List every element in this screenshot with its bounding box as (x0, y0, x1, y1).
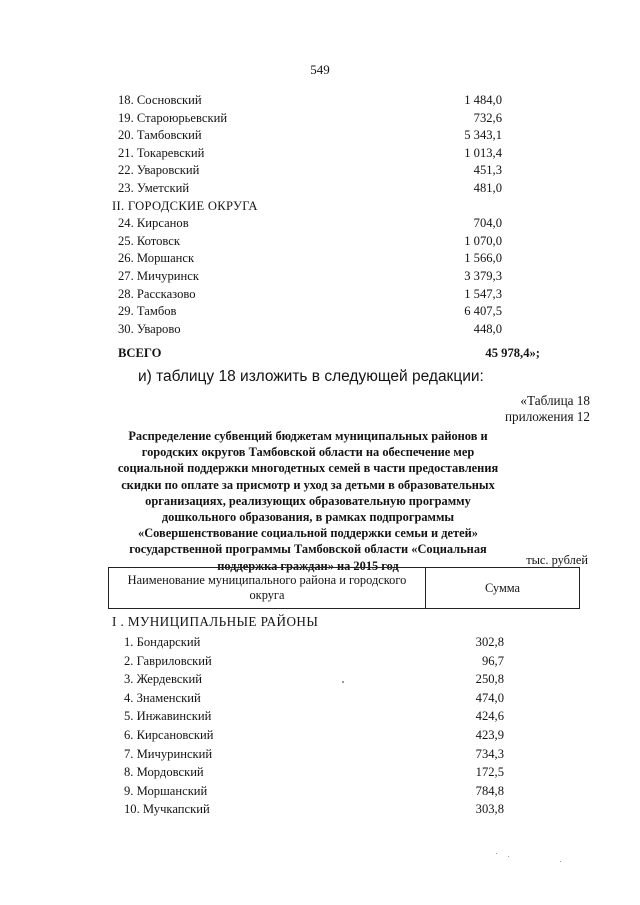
row-value: 302,8 (475, 635, 504, 649)
row-value: 172,5 (475, 765, 504, 780)
row-value: 448,0 (473, 321, 502, 336)
row-label: 10. Мучкапский (124, 802, 210, 817)
row-label: 6. Кирсановский (124, 727, 214, 742)
row-value: 1 566,0 (464, 251, 502, 266)
table-row (112, 321, 536, 339)
table-row (112, 633, 552, 652)
page-number: 549 (310, 62, 330, 77)
row-label: 8. Мордовский (124, 765, 204, 780)
scan-speck (342, 681, 344, 683)
scan-speck (560, 861, 561, 862)
table-row (112, 233, 536, 251)
row-label: 19. Староюрьевский (118, 110, 228, 125)
table-row (112, 145, 536, 163)
row-value: 734,3 (475, 746, 504, 761)
table-row (112, 268, 536, 286)
row-value: 5 343,1 (464, 128, 502, 143)
row-label: 5. Инжавинский (124, 709, 212, 724)
row-label: 9. Моршанский (124, 783, 208, 798)
scan-speck (508, 856, 509, 857)
row-value: 1 547,3 (464, 286, 502, 301)
row-value: 423,9 (475, 727, 504, 742)
row-label: 28. Рассказово (118, 286, 196, 301)
table-row (112, 745, 552, 764)
table-row (112, 110, 536, 128)
table-header (108, 567, 580, 609)
table-reference (505, 393, 590, 425)
row-value: 784,8 (475, 783, 504, 798)
row-label: 3. Жердевский (124, 672, 203, 687)
row-value: 303,8 (475, 802, 504, 817)
row-label: 4. Знаменский (124, 690, 201, 705)
row-value: 732,6 (473, 110, 502, 125)
table-row (112, 92, 536, 110)
row-label: 18. Сосновский (118, 93, 202, 107)
row-value: 474,0 (475, 690, 504, 705)
row-label: 26. Моршанск (118, 251, 195, 266)
header-name-column: Наименование муниципального района и городского округа (109, 568, 426, 608)
row-value: 1 484,0 (464, 93, 502, 107)
table-row (112, 782, 552, 801)
total-row (112, 340, 540, 366)
row-label: 25. Котовск (118, 233, 181, 248)
row-value: 250,8 (475, 672, 504, 687)
row-value: 481,0 (473, 180, 502, 195)
section-heading (112, 611, 552, 633)
row-label: 2. Гавриловский (124, 653, 212, 668)
row-value: 96,7 (481, 653, 504, 668)
row-label: 21. Токаревский (118, 145, 205, 160)
scan-speck (496, 853, 497, 854)
table-row (112, 286, 536, 304)
table-row (112, 303, 536, 321)
header-sum-column: Сумма (484, 580, 521, 595)
row-value: 1 070,0 (464, 233, 502, 248)
row-value: 451,3 (473, 163, 502, 178)
row-label: 7. Мичуринский (124, 746, 213, 761)
row-label: 29. Тамбов (118, 304, 177, 319)
row-value: 45 978,4»; (485, 346, 540, 361)
amendment-instruction: и) таблицу 18 изложить в следующей редакции: (138, 368, 484, 385)
table-row (112, 800, 552, 819)
table-title: Распределение субвенций бюджетам муниципальных районов и городских округов Тамбовской области на обеспечение мер социальной поддержки многодетных семей в части предоставления скидки по оплате за присмотр и уход за детьми в образовательных организациях, реализующих образовательную программу дошкольного образования, в рамках подпрограммы «Совершенствование социальной поддержки семьи и детей» государственной программы Тамбовской области «Социальная поддержка граждан» на 2015 год (117, 429, 499, 573)
table-row (112, 215, 536, 233)
table-row (112, 726, 552, 745)
table-row (112, 250, 536, 268)
row-label: 1. Бондарский (124, 635, 201, 649)
row-value: 3 379,3 (464, 268, 502, 283)
allocation-table-continued (112, 92, 540, 366)
unit-label: тыс. рублей (526, 553, 588, 567)
row-label: ВСЕГО (118, 346, 162, 361)
row-label: 20. Тамбовский (118, 128, 202, 143)
table-reference-line-2: приложения 12 (504, 409, 590, 424)
row-label: 23. Уметский (118, 180, 190, 195)
subsidy-table (112, 611, 552, 819)
table-row (112, 763, 552, 782)
row-value: 424,6 (475, 709, 504, 724)
section-label: II. ГОРОДСКИЕ ОКРУГА (112, 198, 258, 213)
row-label: 27. Мичуринск (118, 268, 199, 283)
table-row (112, 162, 536, 180)
table-reference-line-1: «Таблица 18 (520, 393, 590, 408)
row-value: 1 013,4 (464, 145, 502, 160)
table-row (112, 180, 536, 198)
row-label: 22. Уваровский (118, 163, 200, 178)
row-value: 704,0 (473, 216, 502, 231)
table-row (112, 652, 552, 671)
table-row (112, 707, 552, 726)
table-row (112, 670, 552, 689)
section-label: I . МУНИЦИПАЛЬНЫЕ РАЙОНЫ (112, 614, 319, 629)
table-row (112, 127, 536, 145)
row-label: 24. Кирсанов (118, 216, 189, 231)
table-row (112, 689, 552, 708)
row-value: 6 407,5 (464, 304, 502, 319)
row-label: 30. Уварово (118, 321, 181, 336)
section-heading (112, 198, 536, 216)
